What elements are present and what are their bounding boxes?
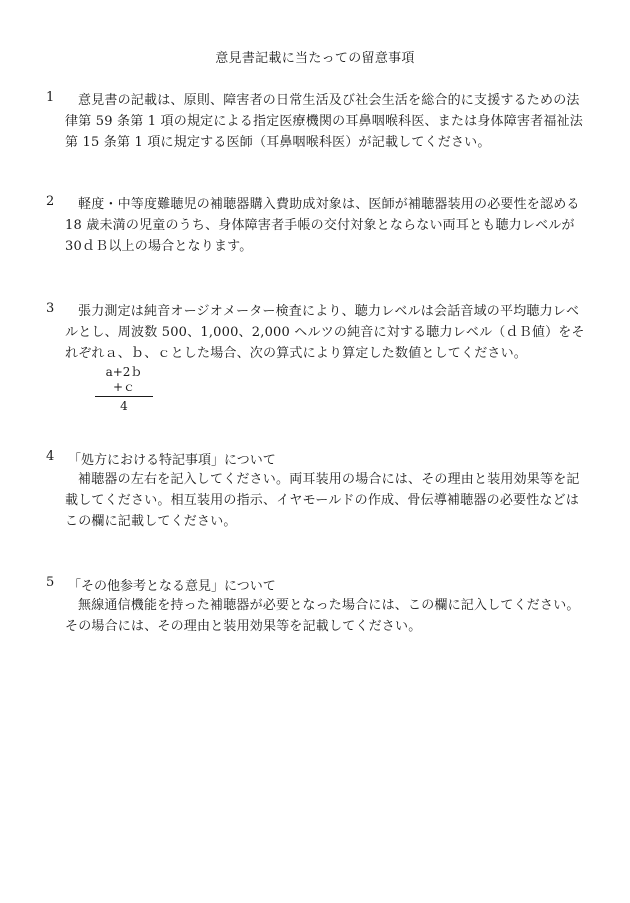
item-text: 意見書の記載は、原則、障害者の日常生活及び社会生活を総合的に支援するための法律第 59 条第 1 項の規定による指定医療機関の耳鼻咽喉科医、または身体障害者福祉法第 15 条第 1 項に規定する医師（耳鼻咽喉科医）が記載してください。	[65, 93, 583, 150]
item-text: 軽度・中等度難聴児の補聴器購入費助成対象は、医師が補聴器装用の必要性を認める 18 歳未満の児童のうち、身体障害者手帳の交付対象とならない両耳とも聴力レベルが 30ｄＢ以上の場合となります。	[65, 197, 580, 254]
average-hearing-formula	[95, 365, 153, 415]
item-number: 2	[46, 194, 55, 209]
item-text: 補聴器の左右を記入してください。両耳装用の場合には、その理由と装用効果等を記載してください。相互装用の指示、イヤモールドの作成、骨伝導補聴器の必要性などはこの欄に記載してください。	[65, 472, 580, 529]
item-number: 3	[46, 301, 55, 316]
item-number: 4	[46, 449, 55, 464]
item-text: 無線通信機能を持った補聴器が必要となった場合には、この欄に記入してください。その場合には、その理由と装用効果等を記載してください。	[65, 598, 580, 634]
page-title: 意見書記載に当たっての留意事項	[215, 51, 415, 66]
item-heading: 「その他参考となる意見」について	[68, 579, 276, 594]
item-number: 1	[46, 90, 55, 105]
item-heading: 「処方における特記事項」について	[68, 453, 276, 468]
item-number: 5	[46, 575, 55, 590]
item-text: 張力測定は純音オージオメーター検査により、聴力レベルは会話音域の平均聴力レベルとし、周波数 500、1,000、2,000 ヘルツの純音に対する聴力レベル（ｄＢ値）をそれぞれａ、ｂ、ｃとした場合、次の算式により算定した数値としてください。	[65, 304, 585, 361]
formula-denominator: 4	[120, 399, 128, 413]
formula-numerator: a+2ｂ+ｃ	[95, 365, 153, 397]
